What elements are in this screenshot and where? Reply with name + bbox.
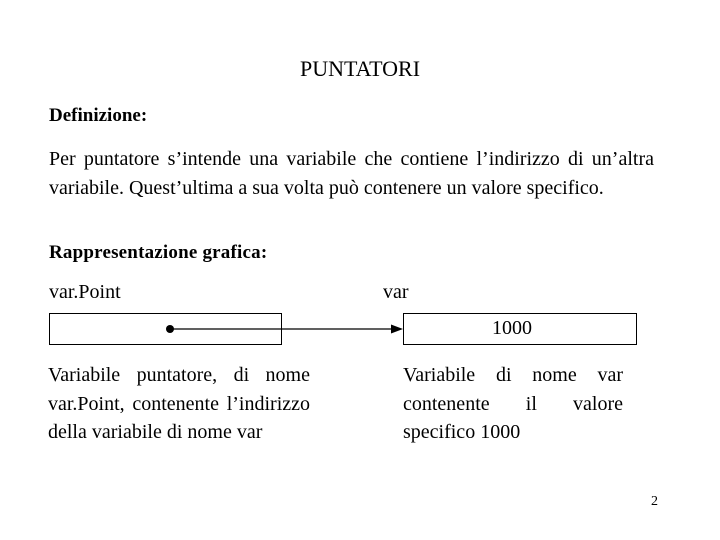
target-variable-label: var <box>383 281 409 303</box>
representation-heading: Rappresentazione grafica: <box>49 242 268 263</box>
pointer-diagram <box>0 300 720 360</box>
pointer-description: Variabile puntatore, di nome var.Point, contenente l’indirizzo della variabile di nome var <box>48 364 310 443</box>
definition-heading: Definizione: <box>49 105 148 126</box>
page-title: PUNTATORI <box>299 56 421 81</box>
pointer-variable-label: var.Point <box>49 281 121 303</box>
variable-description: Variabile di nome var contenente il valore specifico 1000 <box>403 364 623 443</box>
pointer-arrowhead <box>391 325 403 334</box>
definition-text: Per puntatore s’intende una variabile che contiene l’indirizzo di un’altra variabile. Quest’ultima a sua volta può contenere un valore specifico. <box>49 148 654 199</box>
variable-value: 1000 <box>492 317 532 339</box>
page-number: 2 <box>651 494 658 509</box>
